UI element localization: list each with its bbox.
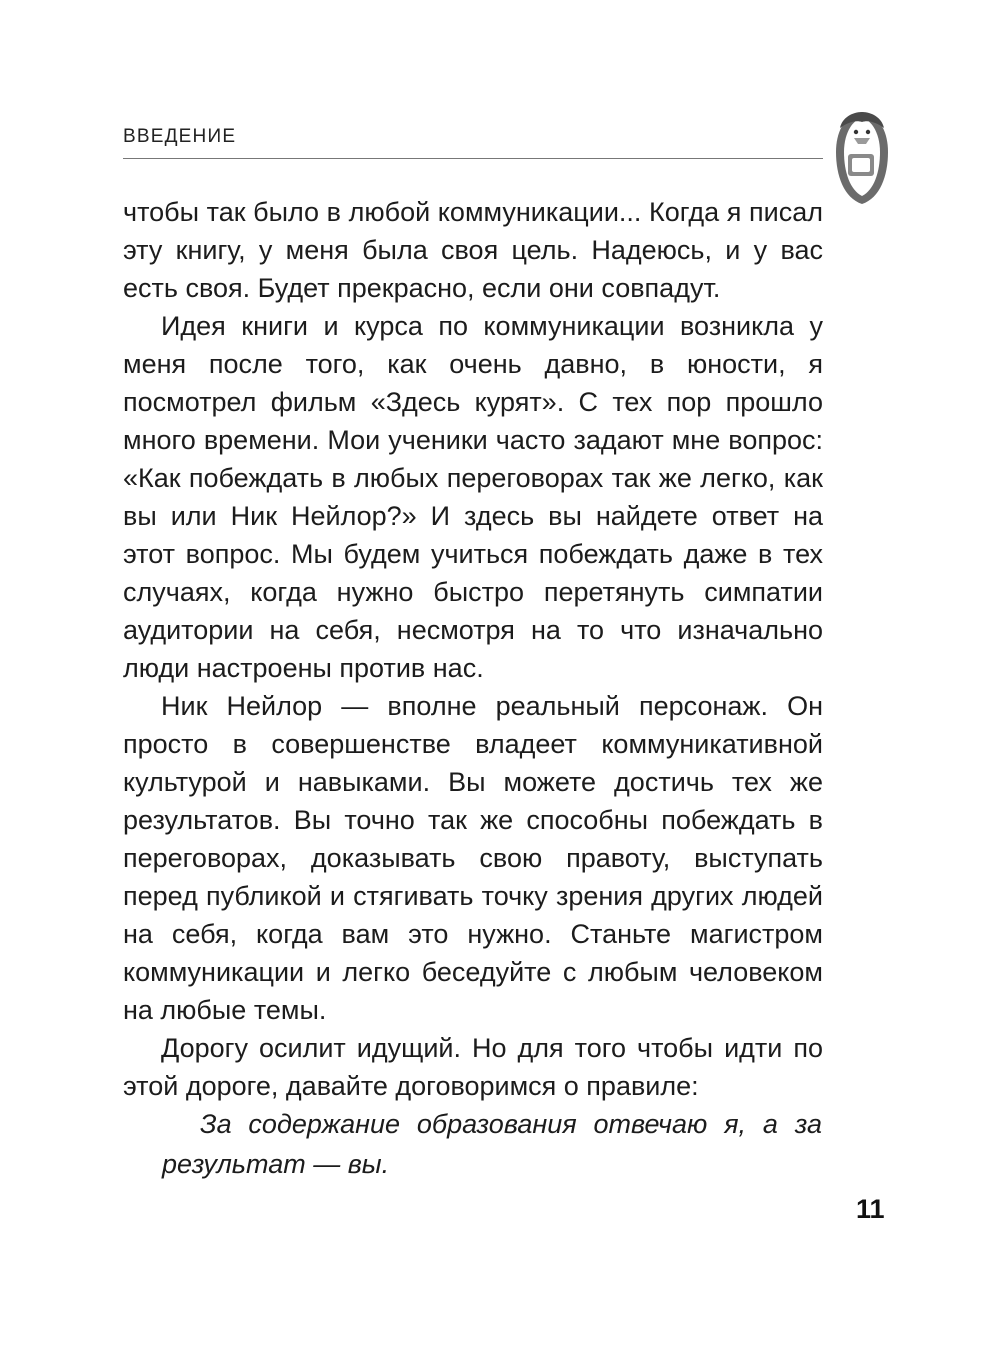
rule-quote: За содержание образования отвечаю я, а за результат — вы. [162,1109,822,1179]
header-divider [123,158,823,159]
page-number: 11 [856,1194,885,1224]
paragraph-2: Идея книги и курса по коммуникации возникла у меня после того, как очень давно, в юности, я посмотрел фильм «Здесь курят». С тех пор прошло много времени. Мои ученики часто задают мне вопрос: «Как побеждать в любых переговорах так же легко, как вы или Ник Нейлор?» И здесь вы найдете ответ на этот вопрос. Мы будем учиться побеждать даже в тех случаях, когда нужно быстро перетянуть симпатии аудитории на себя, несмотря на то что изначально люди настроены против нас. [123,311,823,683]
paragraph-1: чтобы так было в любой коммуникации... Когда я писал эту книгу, у меня была своя цель. Надеюсь, и у вас есть своя. Будет прекрасно, если они совпадут. [123,197,823,303]
body-text [123,193,823,1105]
penguin-icon [830,108,894,208]
paragraph-3: Ник Нейлор — вполне реальный персонаж. Он просто в совершенстве владеет коммуникативной культурой и навыками. Вы можете достичь тех же результатов. Вы точно так же способны побеждать в переговорах, доказывать свою правоту, выступать перед публикой и стягивать точку зрения других людей на себя, когда вам это нужно. Станьте магистром коммуникации и легко беседуйте с любым человеком на любые темы. [123,691,823,1025]
running-head: ВВЕДЕНИЕ [123,126,237,147]
paragraph-4: Дорогу осилит идущий. Но для того чтобы идти по этой дороге, давайте договоримся о правиле: [123,1033,823,1101]
